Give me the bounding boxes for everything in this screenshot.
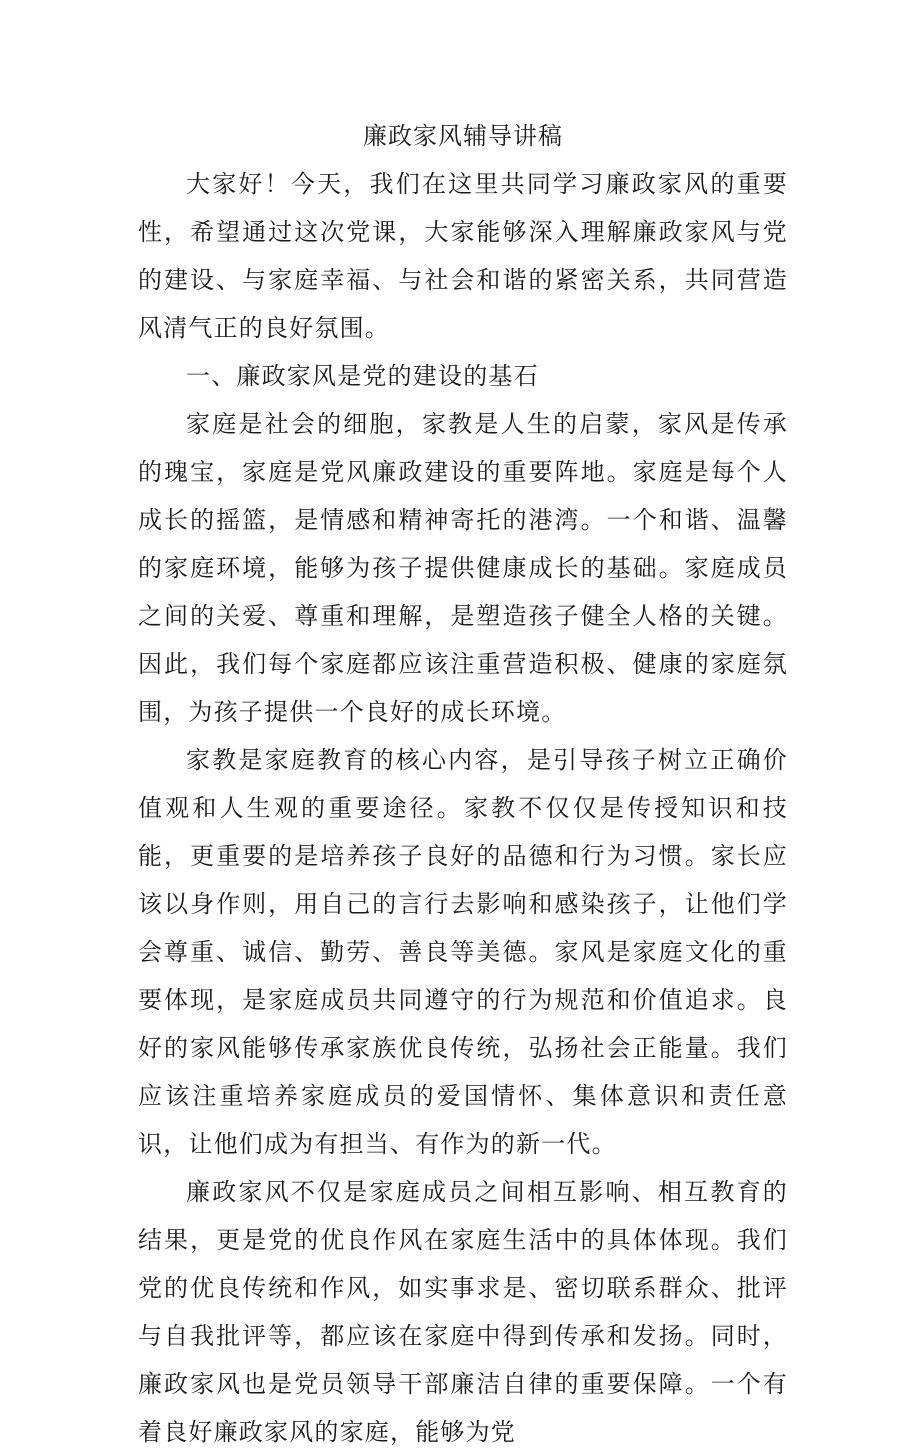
document-title: 廉政家风辅导讲稿 — [363, 122, 563, 150]
intro-paragraph: 大家好！今天，我们在这里共同学习廉政家风的重要性，希望通过这次党课，大家能够深入理解廉政家风与党的建设、与家庭幸福、与社会和谐的紧密关系，共同营造风清气正的良好氛围。 — [138, 170, 788, 342]
body-paragraph-2: 家教是家庭教育的核心内容，是引导孩子树立正确价值观和人生观的重要途径。家教不仅仅是传授知识和技能，更重要的是培养孩子良好的品德和行为习惯。家长应该以身作则，用自己的言行去影响和感染孩子，让他们学会尊重、诚信、勤劳、善良等美德。家风是家庭文化的重要体现，是家庭成员共同遵守的行为规范和价值追求。良好的家风能够传承家族优良传统，弘扬社会正能量。我们应该注重培养家庭成员的爱国情怀、集体意识和责任意识，让他们成为有担当、有作为的新一代。 — [138, 746, 788, 1158]
body-paragraph-1: 家庭是社会的细胞，家教是人生的启蒙，家风是传承的瑰宝，家庭是党风廉政建设的重要阵地。家庭是每个人成长的摇篮，是情感和精神寄托的港湾。一个和谐、温馨的家庭环境，能够为孩子提供健康成长的基础。家庭成员之间的关爱、尊重和理解，是塑造孩子健全人格的关键。因此，我们每个家庭都应该注重营造积极、健康的家庭氛围，为孩子提供一个良好的成长环境。 — [138, 410, 788, 726]
document-body — [138, 112, 788, 1456]
section-heading: 一、廉政家风是党的建设的基石 — [186, 362, 539, 390]
body-paragraph-3: 廉政家风不仅是家庭成员之间相互影响、相互教育的结果，更是党的优良作风在家庭生活中的具体体现。我们党的优良传统和作风，如实事求是、密切联系群众、批评与自我批评等，都应该在家庭中得到传承和发扬。同时，廉政家风也是党员领导干部廉洁自律的重要保障。一个有着良好廉政家风的家庭，能够为党 — [138, 1178, 788, 1446]
